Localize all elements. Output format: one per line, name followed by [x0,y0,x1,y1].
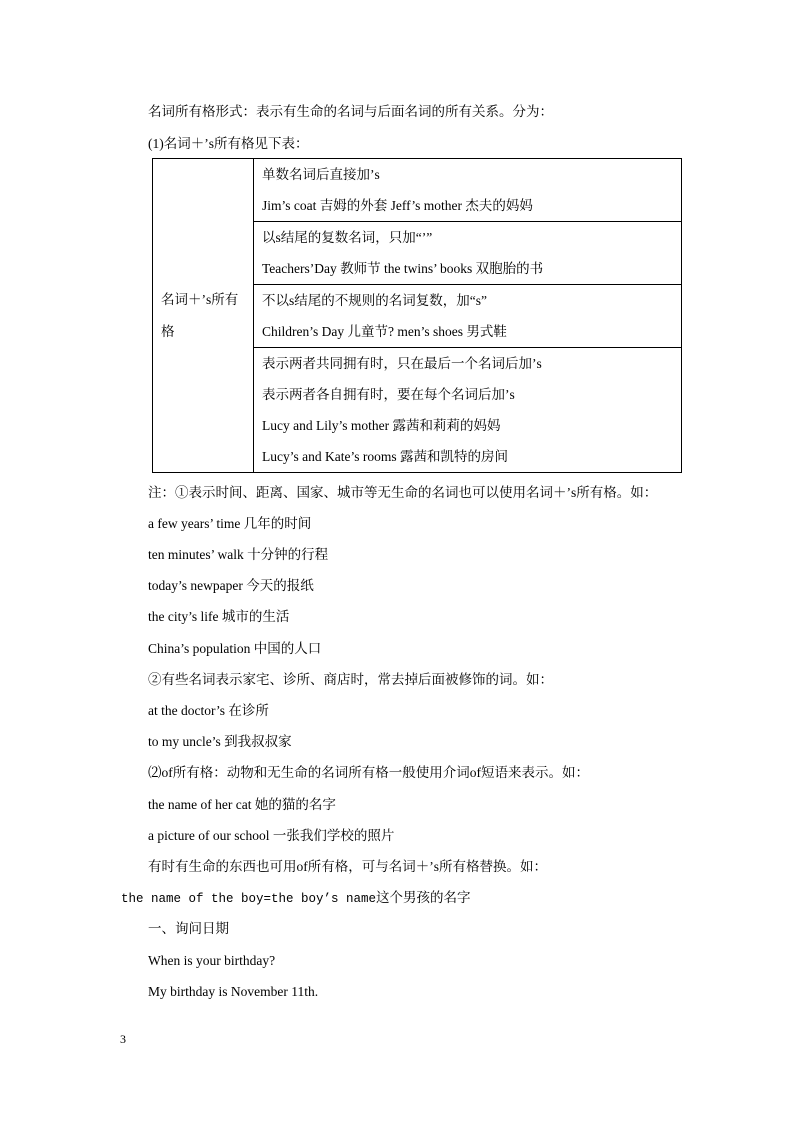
example-line: a picture of our school 一张我们学校的照片 [148,828,395,843]
possessive-table [152,158,682,473]
example-line: today’s newpaper 今天的报纸 [148,578,314,593]
example-line: China’s population 中国的人口 [148,641,322,656]
table-cell-line: Lucy’s and Kate’s rooms 露茜和凯特的房间 [262,449,508,464]
table-cell-line: 表示两者共同拥有时，只在最后一个名词后加’s [262,356,542,371]
mono-example-zh: 这个男孩的名字 [376,890,471,905]
table-cell-line: Lucy and Lily’s mother 露茜和莉莉的妈妈 [262,418,501,433]
table-cell-group-4 [254,348,682,473]
section3-title: 一、询问日期 [148,921,229,936]
mono-example-en: the name of the boy=the boy’s name [121,892,377,906]
example-line: the name of her cat 她的猫的名字 [148,797,336,812]
table-cell-line: Jim’s coat 吉姆的外套 Jeff’s mother 杰夫的妈妈 [262,198,533,213]
example-line: a few years’ time 几年的时间 [148,516,312,531]
note-2: ②有些名词表示家宅、诊所、商店时，常去掉后面被修饰的词。如： [148,672,553,687]
table-cell-line: 单数名词后直接加’s [262,167,380,182]
example-line: to my uncle’s 到我叔叔家 [148,734,292,749]
table-cell-line: Children’s Day 儿童节? men’s shoes 男式鞋 [262,324,507,339]
example-line: ten minutes’ walk 十分钟的行程 [148,547,329,562]
mono-example [121,889,471,908]
answer-line: My birthday is November 11th. [148,984,319,999]
table-row-header: 名词＋’s所有格 [153,159,254,473]
table-cell-line: Teachers’Day 教师节 the twins’ books 双胞胎的书 [262,261,544,276]
page-number: 3 [120,1032,126,1046]
table-cell-group-3 [254,285,682,348]
table-cell-group-1 [254,159,682,222]
table-cell-group-2 [254,222,682,285]
example-line: the city’s life 城市的生活 [148,609,290,624]
example-line: at the doctor’s 在诊所 [148,703,269,718]
table-cell-line: 不以s结尾的不规则的名词复数，加“s” [262,293,487,308]
note-3: 有时有生命的东西也可用of所有格，可与名词＋’s所有格替换。如： [148,859,547,874]
section1-title: (1)名词＋’s所有格见下表： [148,136,309,151]
note-1: 注：①表示时间、距离、国家、城市等无生命的名词也可以使用名词＋’s所有格。如： [148,485,658,500]
section2-title: ⑵of所有格：动物和无生命的名词所有格一般使用介词of短语来表示。如： [148,765,589,780]
table-cell-line: 以s结尾的复数名词，只加“’” [262,230,433,245]
intro-text: 名词所有格形式：表示有生命的名词与后面名词的所有关系。分为： [148,104,553,119]
table-cell-line: 表示两者各自拥有时，要在每个名词后加’s [262,387,515,402]
question-line: When is your birthday? [148,953,276,968]
